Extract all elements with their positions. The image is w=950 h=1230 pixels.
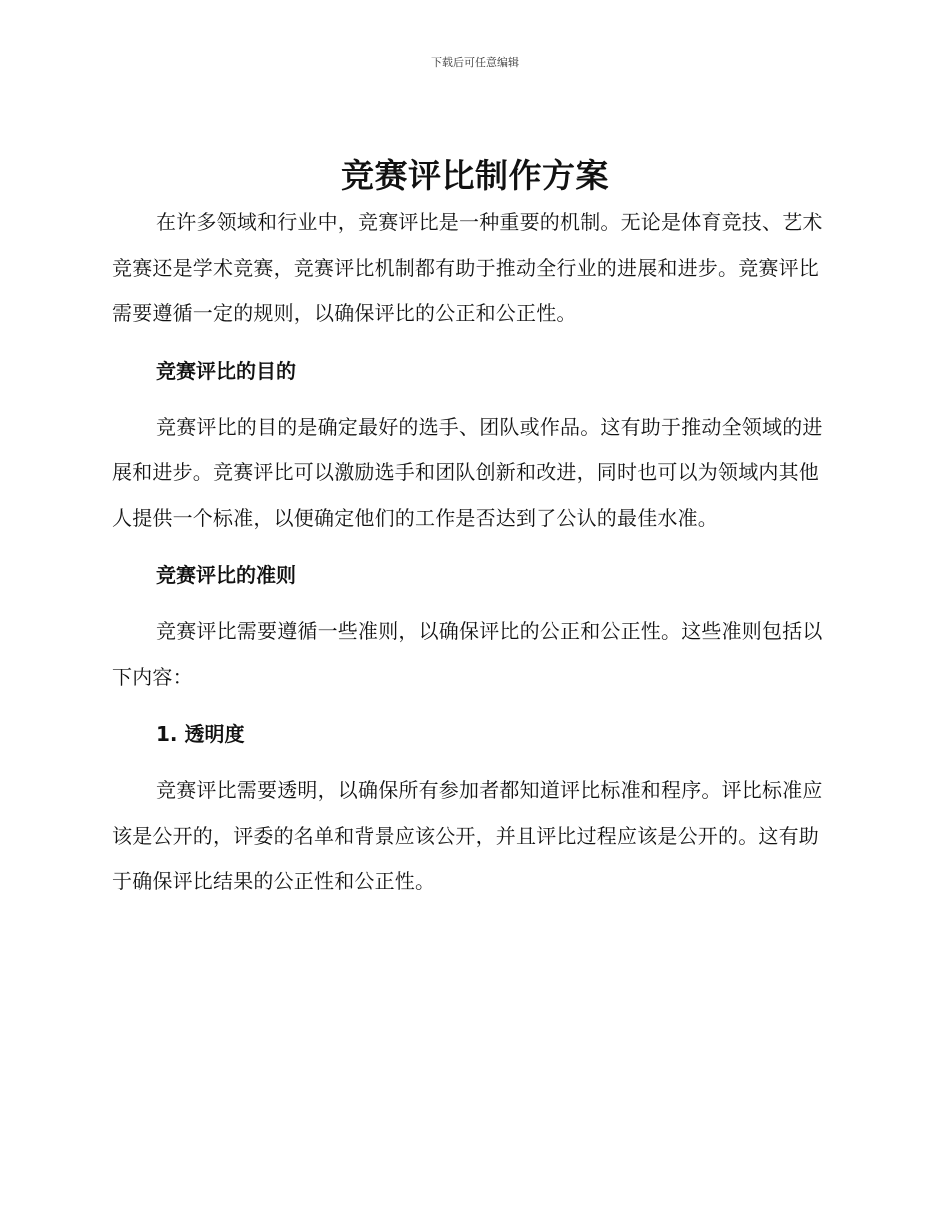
section-heading-transparency: 1. 透明度 [156, 722, 245, 746]
section-heading-criteria: 竞赛评比的准则 [156, 563, 296, 587]
section-paragraph-criteria: 竞赛评比需要遵循一些准则，以确保评比的公正和公正性。这些准则包括以下内容： [112, 619, 823, 689]
section-paragraph-purpose: 竞赛评比的目的是确定最好的选手、团队或作品。这有助于推动全领域的进展和进步。竞赛评比可以激励选手和团队创新和改进，同时也可以为领域内其他人提供一个标准，以便确定他们的工作是否达到了公认的最佳水准。 [112, 414, 823, 530]
document-title: 竞赛评比制作方案 [341, 156, 609, 195]
header-note: 下载后可任意编辑 [431, 56, 519, 69]
intro-paragraph: 在许多领域和行业中，竞赛评比是一种重要的机制。无论是体育竞技、艺术竞赛还是学术竞赛，竞赛评比机制都有助于推动全行业的进展和进步。竞赛评比需要遵循一定的规则，以确保评比的公正和公正性。 [112, 210, 823, 325]
section-paragraph-transparency: 竞赛评比需要透明，以确保所有参加者都知道评比标准和程序。评比标准应该是公开的，评委的名单和背景应该公开，并且评比过程应该是公开的。这有助于确保评比结果的公正性和公正性。 [112, 778, 823, 893]
document-body [112, 200, 838, 916]
section-heading-purpose: 竞赛评比的目的 [156, 358, 296, 383]
